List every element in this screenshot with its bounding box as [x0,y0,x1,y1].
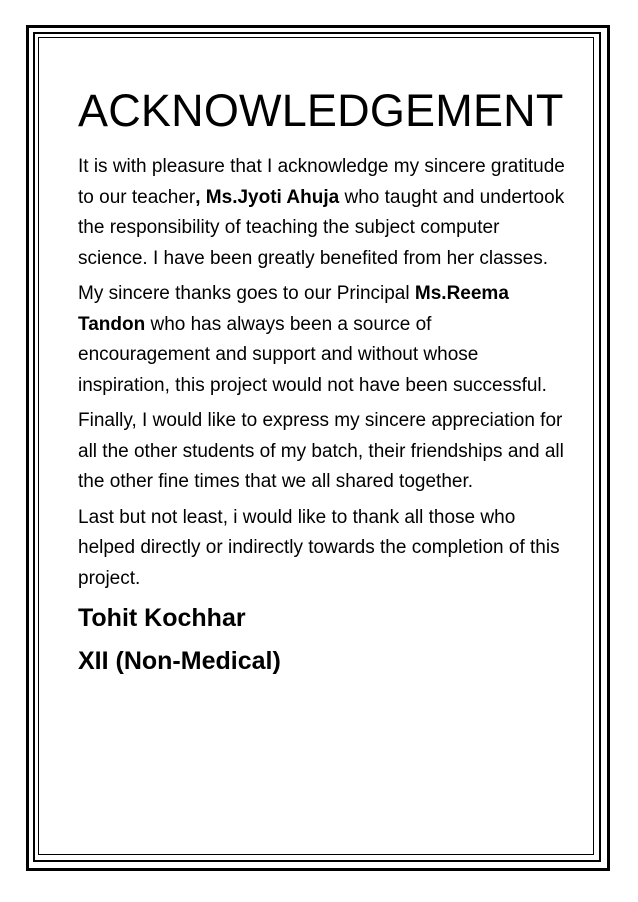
paragraph-teacher-text: It is with pleasure that I acknowledge my sincere gratitude to our teacher [78,156,565,208]
paragraph-principal-text-end: who has always been a source of encouragement and support and without whose inspiration, this project would not have been successful. [78,313,547,396]
paragraph-teacher [78,152,568,274]
paragraph-teacher-text-end: who taught and undertook the responsibility of teaching the subject computer science. I have been greatly benefited from her classes. [78,186,565,269]
paragraph-principal [78,279,568,401]
principal-name: Ms.Reema Tandon [78,283,509,335]
document-body [78,84,568,676]
teacher-name: , Ms.Jyoti Ahuja [195,186,340,208]
page-title: ACKNOWLEDGEMENT [78,85,564,136]
paragraph-closing: Last but not least, i would like to thank all those who helped directly or indirectly towards the completion of this project. [78,506,560,589]
paragraph-principal-text: My sincere thanks goes to our Principal [78,283,415,304]
paragraph-students: Finally, I would like to express my sincere appreciation for all the other students of my batch, their friendships and all the other fine times that we all shared together. [78,410,564,492]
signature-class: XII (Non-Medical) [78,647,281,675]
signature-name: Tohit Kochhar [78,604,246,632]
